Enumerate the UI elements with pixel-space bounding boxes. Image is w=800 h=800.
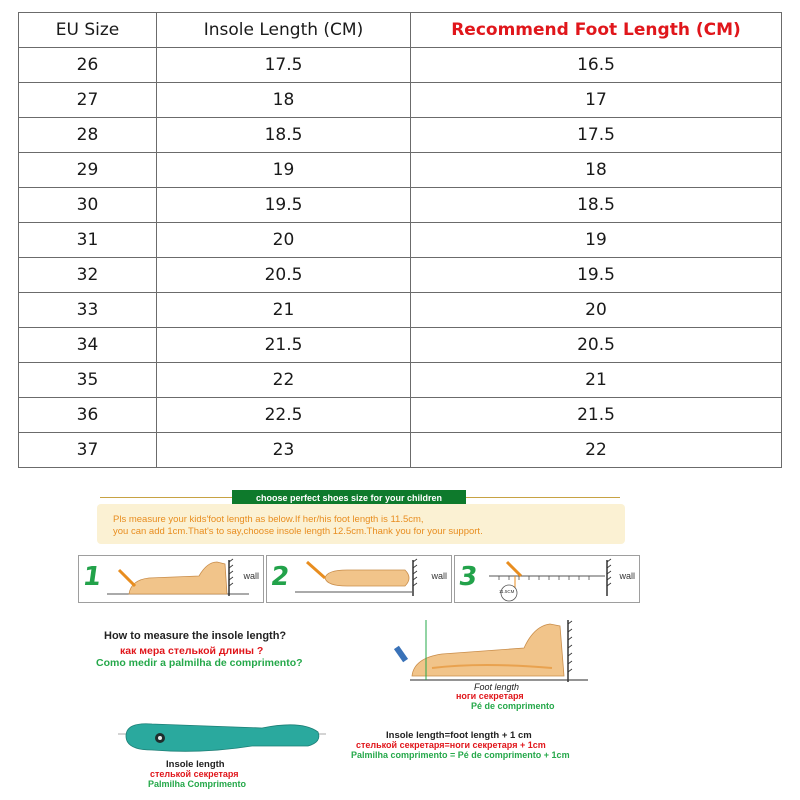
- cell-foot-length: 19: [411, 223, 782, 258]
- how-to-en: How to measure the insole length?: [104, 630, 287, 642]
- table-row: [19, 293, 782, 328]
- table-header-row: [19, 13, 782, 48]
- step-2-wall-label: wall: [431, 571, 447, 581]
- formula-en: Insole length=foot length + 1 cm: [386, 730, 532, 741]
- step-1-foot-illustration: [79, 556, 263, 602]
- cell-eu-size: 33: [19, 293, 157, 328]
- cell-insole-length: 19: [157, 153, 411, 188]
- measurement-guide: [0, 480, 800, 800]
- cell-eu-size: 32: [19, 258, 157, 293]
- header-insole-length: Insole Length (CM): [157, 13, 411, 48]
- cell-foot-length: 17.5: [411, 118, 782, 153]
- insole-length-ru: стелькой секретаря: [150, 769, 239, 779]
- guide-banner: choose perfect shoes size for your children: [232, 490, 466, 506]
- cell-insole-length: 21.5: [157, 328, 411, 363]
- step-1-panel: [78, 555, 264, 603]
- formula-pt: Palmilha comprimento = Pé de comprimento + 1cm: [351, 750, 570, 760]
- step-3-measure-tag: 11.5CM: [499, 589, 515, 594]
- step-3-panel: [454, 555, 640, 603]
- cell-insole-length: 18.5: [157, 118, 411, 153]
- table-row: [19, 48, 782, 83]
- cell-foot-length: 21.5: [411, 398, 782, 433]
- cell-foot-length: 21: [411, 363, 782, 398]
- cell-eu-size: 36: [19, 398, 157, 433]
- table-row: [19, 153, 782, 188]
- cell-insole-length: 21: [157, 293, 411, 328]
- table-row: [19, 433, 782, 468]
- cell-insole-length: 18: [157, 83, 411, 118]
- step-3-wall-label: wall: [619, 571, 635, 581]
- table-row: [19, 363, 782, 398]
- table-row: [19, 328, 782, 363]
- table-row: [19, 223, 782, 258]
- cell-eu-size: 28: [19, 118, 157, 153]
- step-2-number: 2: [268, 562, 292, 592]
- insole-length-pt: Palmilha Comprimento: [148, 779, 247, 789]
- foot-length-ru: ноги секретаря: [456, 691, 524, 701]
- cell-eu-size: 34: [19, 328, 157, 363]
- cell-eu-size: 26: [19, 48, 157, 83]
- cell-eu-size: 31: [19, 223, 157, 258]
- cell-insole-length: 20: [157, 223, 411, 258]
- cell-foot-length: 17: [411, 83, 782, 118]
- cell-foot-length: 20: [411, 293, 782, 328]
- cell-foot-length: 19.5: [411, 258, 782, 293]
- formula-ru: стелькой секретаря=ноги секретаря + 1cm: [356, 740, 546, 750]
- foot-length-illustration: [392, 618, 592, 684]
- table-row: [19, 258, 782, 293]
- cell-foot-length: 22: [411, 433, 782, 468]
- cell-foot-length: 18: [411, 153, 782, 188]
- how-to-ru: как мера стелькой длины ?: [120, 645, 264, 657]
- cell-foot-length: 16.5: [411, 48, 782, 83]
- table-body: [19, 48, 782, 468]
- foot-length-pt: Pé de comprimento: [471, 701, 555, 711]
- table-row: [19, 83, 782, 118]
- cell-insole-length: 22.5: [157, 398, 411, 433]
- guide-notice: [97, 504, 625, 544]
- insole-illustration: [112, 716, 332, 760]
- step-2-foot-illustration: [267, 556, 451, 602]
- cell-insole-length: 20.5: [157, 258, 411, 293]
- notice-line-1: Pls measure your kids'foot length as below.If her/his foot length is 11.5cm,: [113, 514, 424, 525]
- header-eu-size: EU Size: [19, 13, 157, 48]
- step-3-ruler-illustration: [455, 556, 639, 602]
- cell-eu-size: 35: [19, 363, 157, 398]
- table-row: [19, 188, 782, 223]
- notice-line-2: you can add 1cm.That's to say,choose insole length 12.5cm.Thank you for your support.: [113, 526, 483, 537]
- cell-insole-length: 23: [157, 433, 411, 468]
- header-recommend-foot-length: Recommend Foot Length (CM): [411, 13, 782, 48]
- step-1-number: 1: [80, 562, 104, 592]
- cell-insole-length: 17.5: [157, 48, 411, 83]
- how-to-pt: Como medir a palmilha de comprimento?: [96, 657, 303, 669]
- cell-eu-size: 37: [19, 433, 157, 468]
- cell-insole-length: 19.5: [157, 188, 411, 223]
- step-2-panel: [266, 555, 452, 603]
- cell-eu-size: 30: [19, 188, 157, 223]
- foot-length-en: Foot length: [474, 682, 520, 692]
- insole-length-en: Insole length: [166, 759, 225, 770]
- cell-foot-length: 18.5: [411, 188, 782, 223]
- table-row: [19, 398, 782, 433]
- cell-insole-length: 22: [157, 363, 411, 398]
- cell-foot-length: 20.5: [411, 328, 782, 363]
- cell-eu-size: 29: [19, 153, 157, 188]
- cell-eu-size: 27: [19, 83, 157, 118]
- step-3-number: 3: [456, 562, 480, 592]
- step-1-wall-label: wall: [243, 571, 259, 581]
- size-chart-table: [18, 12, 782, 468]
- table-row: [19, 118, 782, 153]
